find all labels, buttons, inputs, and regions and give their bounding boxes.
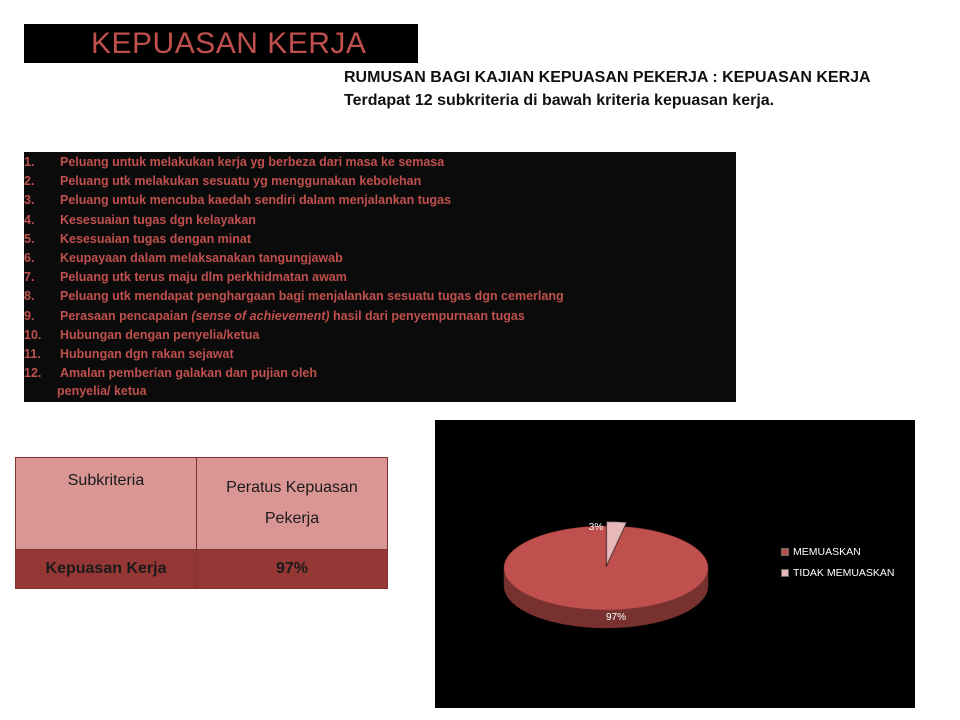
- list-item-text: Peluang utk melakukan sesuatu yg menggunakan kebolehan: [60, 174, 422, 189]
- legend-label: TIDAK MEMUASKAN: [793, 567, 895, 579]
- list-item-number: 8.: [24, 289, 35, 304]
- list-item-text: Peluang untuk mencuba kaedah sendiri dalam menjalankan tugas: [60, 193, 452, 208]
- list-item: [24, 230, 736, 249]
- legend-item: [781, 546, 895, 558]
- subcriteria-list: [24, 153, 736, 383]
- heading-line-1: RUMUSAN BAGI KAJIAN KEPUASAN PEKERJA : KEPUASAN KERJA: [344, 69, 871, 86]
- pie-data-label: 97%: [605, 612, 627, 623]
- subcriteria-list-panel: [24, 152, 736, 402]
- satisfaction-table: [15, 457, 388, 589]
- table-cell-value: 97%: [197, 550, 388, 589]
- list-item-text: Keupayaan dalam melaksanakan tangungjawab: [60, 251, 343, 266]
- list-item-number: 5.: [24, 231, 35, 246]
- list-item-text: Hubungan dgn rakan sejawat: [60, 347, 234, 362]
- list-item-number: 6.: [24, 251, 35, 266]
- heading-line-2: Terdapat 12 subkriteria di bawah kriteria kepuasan kerja.: [344, 92, 775, 109]
- list-item: [24, 345, 736, 364]
- legend-item: [781, 567, 895, 579]
- table-row: [16, 550, 388, 589]
- list-item-continuation: penyelia/ ketua: [57, 384, 147, 399]
- list-item-text: hasil dari penyempurnaan tugas: [329, 308, 525, 323]
- table-cell-label: Kepuasan Kerja: [16, 550, 197, 589]
- list-item-number: 11.: [24, 347, 41, 362]
- list-item-number: 1.: [24, 155, 35, 169]
- table-header-percentage: Peratus Kepuasan Pekerja: [197, 458, 388, 550]
- list-item-text: Peluang utk terus maju dlm perkhidmatan awam: [60, 270, 347, 285]
- list-item: [24, 249, 736, 268]
- table-header-subkriteria: Subkriteria: [16, 458, 197, 550]
- list-item-text: Kesesuaian tugas dgn kelayakan: [60, 212, 256, 227]
- chart-legend: [781, 546, 895, 588]
- list-item: [24, 211, 736, 230]
- list-item-number: 12.: [24, 366, 42, 381]
- list-item-italic-text: (sense of achievement): [191, 308, 330, 323]
- list-item-text: Perasaan pencapaian: [60, 308, 192, 323]
- table-header-row: [16, 458, 388, 550]
- list-item-number: 2.: [24, 174, 35, 189]
- slide-title: KEPUASAN KERJA: [24, 24, 418, 63]
- list-item-text: Peluang utk mendapat penghargaan bagi menjalankan sesuatu tugas dgn cemerlang: [60, 289, 564, 304]
- summary-heading: [344, 66, 944, 112]
- list-item-number: 9.: [24, 308, 35, 323]
- list-item-text: Peluang untuk melakukan kerja yg berbeza dari masa ke semasa: [60, 155, 445, 169]
- list-item-number: 10.: [24, 327, 42, 342]
- list-item: [24, 287, 736, 306]
- list-item: [24, 307, 736, 326]
- pie-chart-panel: [435, 420, 915, 708]
- pie-data-label: 3%: [588, 522, 604, 533]
- list-item: [24, 191, 736, 210]
- legend-swatch-memuaskan: [781, 548, 789, 556]
- list-item-number: 3.: [24, 193, 35, 208]
- list-item-text: Kesesuaian tugas dengan minat: [60, 231, 252, 246]
- list-item-text: Amalan pemberian galakan dan pujian oleh: [60, 366, 318, 381]
- list-item: [24, 364, 736, 383]
- legend-swatch-tidak-memuaskan: [781, 569, 789, 577]
- list-item-text: Hubungan dengan penyelia/ketua: [60, 327, 260, 342]
- list-item: [24, 153, 736, 172]
- list-item: [24, 326, 736, 345]
- pie-slice-memuaskan: [504, 526, 708, 610]
- legend-label: MEMUASKAN: [793, 546, 861, 558]
- list-item-number: 7.: [24, 270, 35, 285]
- list-item: [24, 172, 736, 191]
- list-item-number: 4.: [24, 212, 35, 227]
- list-item: [24, 268, 736, 287]
